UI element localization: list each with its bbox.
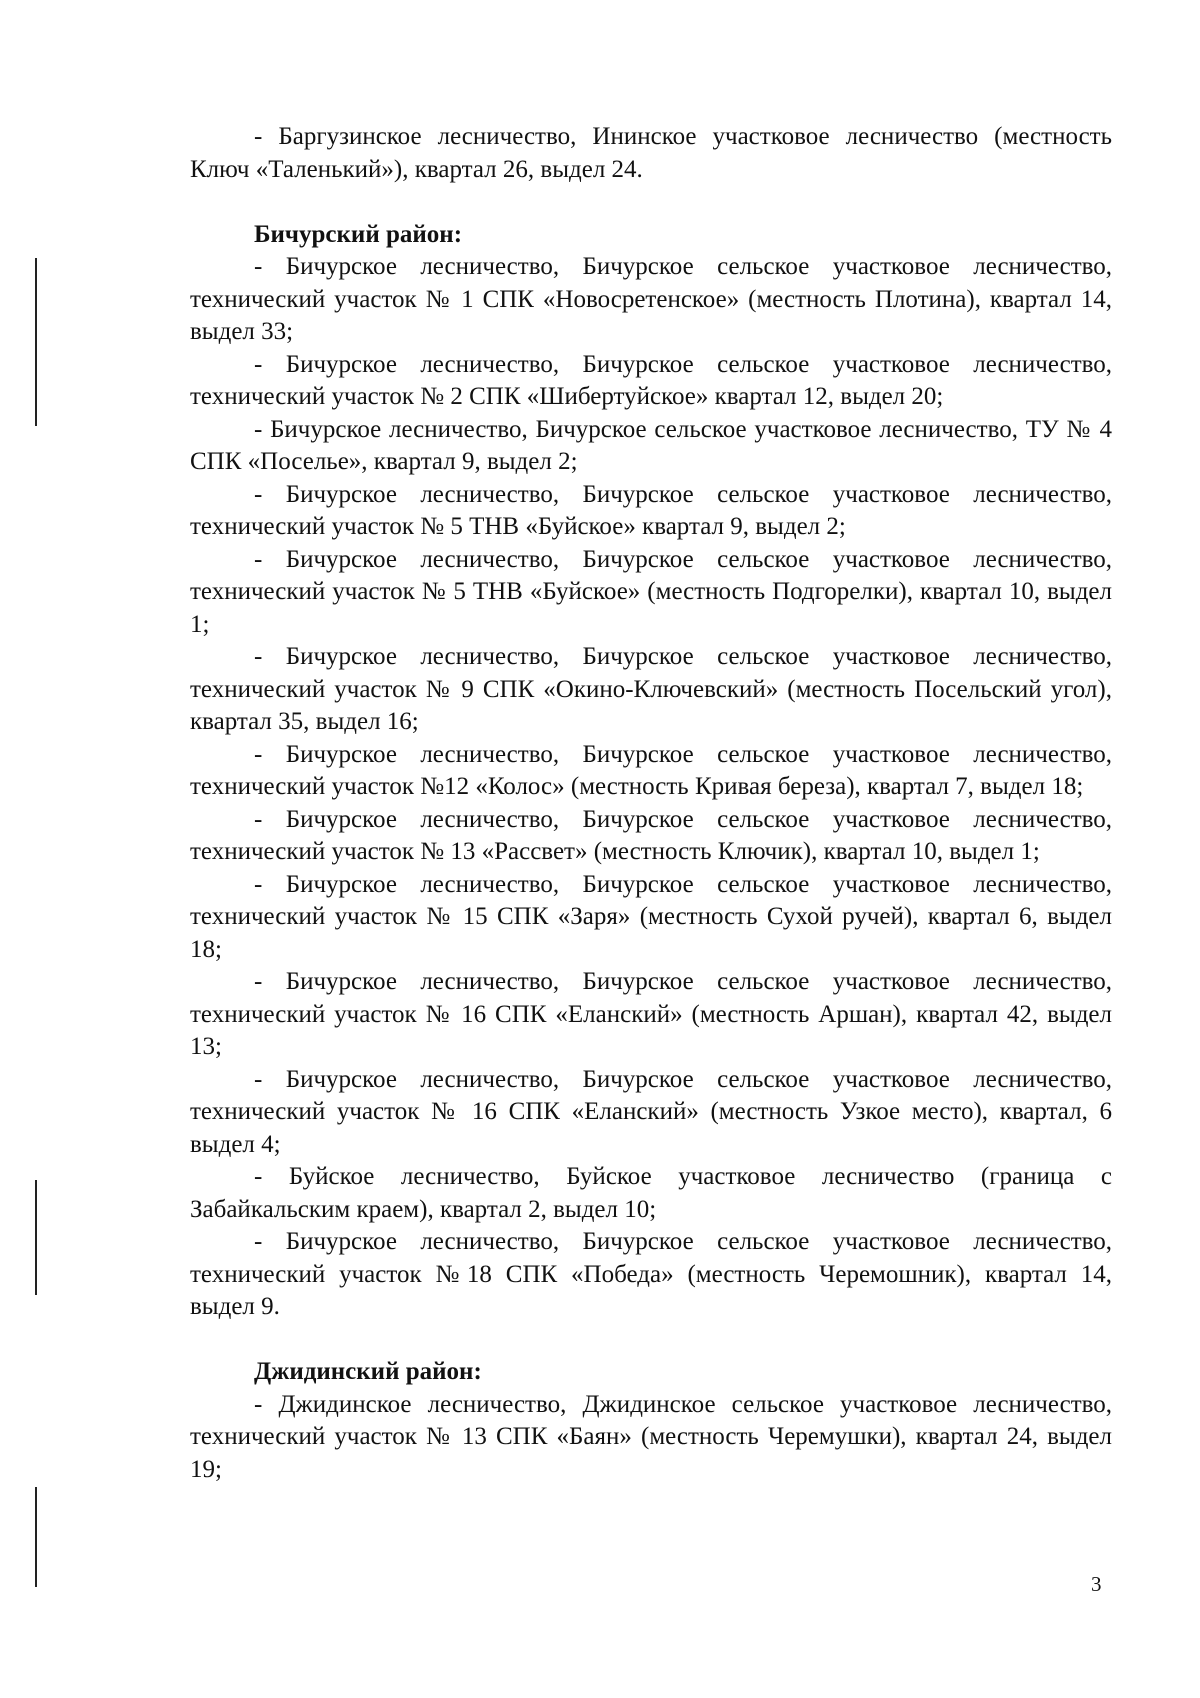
document-body <box>190 121 1112 1486</box>
list-item: - Бичурское лесничество, Бичурское сельское участковое лесничество, технический участок № 5 ТНВ «Буйское» квартал 9, выдел 2; <box>190 480 1112 540</box>
list-item: - Бичурское лесничество, Бичурское сельское участковое лесничество, технический участок № 9 СПК «Окино-Ключевский» (местность Посельский угол), квартал 35, выдел 16; <box>190 643 1112 735</box>
list-item: - Бичурское лесничество, Бичурское сельское участковое лесничество, технический участок № 13 «Рассвет» (местность Ключик), квартал 10, выдел 1; <box>190 805 1112 865</box>
section-gap <box>190 186 1112 219</box>
list-item: - Бичурское лесничество, Бичурское сельское участковое лесничество, технический участок № 15 СПК «Заря» (местность Сухой ручей), квартал 6, выдел 18; <box>190 870 1112 963</box>
page-number: 3 <box>1091 1572 1102 1596</box>
section-heading-bichura: Бичурский район: <box>254 220 463 248</box>
list-item: - Бичурское лесничество, Бичурское сельское участковое лесничество, технический участок №12 «Колос» (местность Кривая береза), квартал 7, выдел 18; <box>190 740 1112 800</box>
list-item: - Бичурское лесничество, Бичурское сельское участковое лесничество, технический участок № 2 СПК «Шибертуйское» квартал 12, выдел 20; <box>190 350 1112 410</box>
scan-margin-mark <box>35 258 37 426</box>
section-gap <box>190 1324 1112 1357</box>
scan-margin-mark <box>35 1180 37 1295</box>
section-heading-dzhida: Джидинский район: <box>254 1358 482 1385</box>
list-item: - Буйское лесничество, Буйское участковое лесничество (граница с Забайкальским краем), квартал 2, выдел 10; <box>190 1163 1112 1223</box>
list-item: - Бичурское лесничество, Бичурское сельское участковое лесничество, технический участок № 5 ТНВ «Буйское» (местность Подгорелки), квартал 10, выдел 1; <box>190 545 1112 638</box>
list-item: - Бичурское лесничество, Бичурское сельское участковое лесничество, технический участок № 16 СПК «Еланский» (местность Аршан), квартал 42, выдел 13; <box>190 968 1112 1060</box>
list-item: - Бичурское лесничество, Бичурское сельское участковое лесничество, технический участок № 16 СПК «Еланский» (местность Узкое место), квартал, 6 выдел 4; <box>190 1065 1112 1158</box>
scan-margin-mark <box>35 1487 37 1587</box>
list-item: - Джидинское лесничество, Джидинское сельское участковое лесничество, технический участок № 13 СПК «Баян» (местность Черемушки), квартал 24, выдел 19; <box>190 1390 1112 1483</box>
list-item: - Бичурское лесничество, Бичурское сельское участковое лесничество, технический участок №18 СПК «Победа» (местность Черемошник), квартал 14, выдел 9. <box>190 1228 1112 1320</box>
intro-paragraph: - Баргузинское лесничество, Ининское участковое лесничество (местность Ключ «Таленький»), квартал 26, выдел 24. <box>190 123 1112 183</box>
list-item: - Бичурское лесничество, Бичурское сельское участковое лесничество, технический участок № 1 СПК «Новосретенское» (местность Плотина), квартал 14, выдел 33; <box>190 253 1112 345</box>
list-item: - Бичурское лесничество, Бичурское сельское участковое лесничество, ТУ № 4 СПК «Поселье», квартал 9, выдел 2; <box>190 415 1112 475</box>
